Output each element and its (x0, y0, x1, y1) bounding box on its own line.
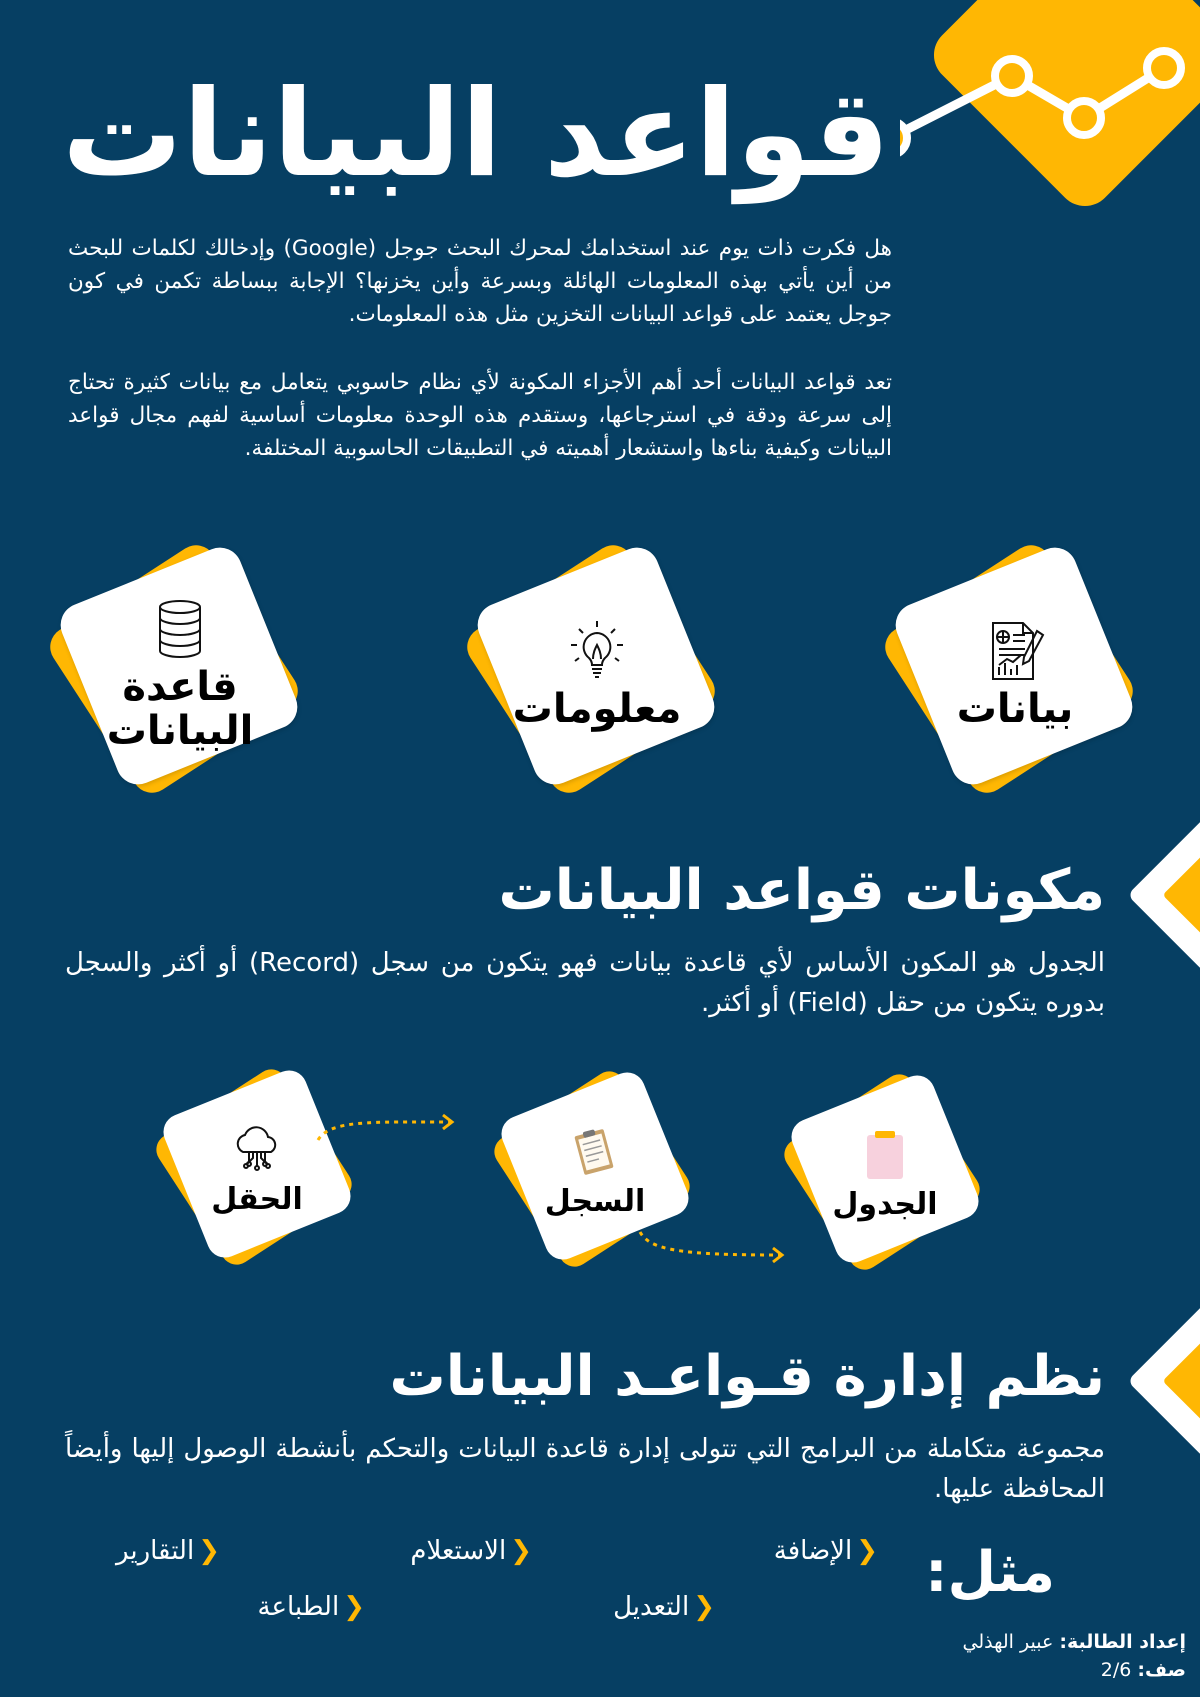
concept-label: قاعدة البيانات (106, 664, 254, 754)
arrow-head-icon (443, 1115, 452, 1129)
chevron-left-icon: ❮ (198, 1536, 220, 1566)
concept-card-database (55, 550, 305, 800)
concept-card-information (472, 550, 722, 800)
diamond-decoration-icon (1130, 1306, 1200, 1456)
chevron-left-icon: ❮ (343, 1592, 365, 1622)
chevron-left-icon: ❮ (510, 1536, 532, 1566)
examples-label: مثل: (925, 1540, 1055, 1605)
example-item: ❮ التقارير (116, 1536, 220, 1566)
lightbulb-icon (565, 619, 629, 683)
intro-paragraph: هل فكرت ذات يوم عند استخدامك لمحرك البحث جوجل (Google) وإدخالك لكلمات للبحث من أين يأتي بهذه المعلومات الهائلة وبسرعة وأين يخزنها؟ الإجابة ببساطة تكمن في كون جوجل يعتمد على قواعد البيانات التخزين مثل هذه المعلومات. (68, 236, 892, 327)
arrow-head-icon (773, 1248, 782, 1262)
example-item: ❮ الاستعلام (410, 1536, 532, 1566)
database-icon (148, 597, 212, 661)
concept-card-data (890, 550, 1140, 800)
class-info: صف: 2/6 (1100, 1659, 1186, 1681)
prepared-by: إعداد الطالبة: عبير الهذلي (962, 1631, 1186, 1653)
diamond-decoration-icon (1130, 820, 1200, 970)
dbms-text: مجموعة متكاملة من البرامج التي تتولى إدارة قاعدة البيانات والتحكم بأنشطة الوصول إليها وأيضاً المحافظة عليها. (65, 1434, 1105, 1504)
example-item: ❮ الإضافة (773, 1536, 878, 1566)
flow-arrows (0, 1100, 1200, 1300)
components-text: الجدول هو المكون الأساس لأي قاعدة بيانات فهو يتكون من سجل (Record) أو أكثر والسجل بدوره يتكون من حقل (Field) أو أكثر. (65, 948, 1105, 1018)
component-label: الحقل (211, 1182, 303, 1217)
chevron-left-icon: ❮ (856, 1536, 878, 1566)
components-title: مكونات قواعد البيانات (498, 858, 1105, 923)
component-label: السجل (544, 1184, 646, 1219)
example-item: ❮ الطباعة (257, 1592, 365, 1622)
example-item: ❮ التعديل (613, 1592, 715, 1622)
dotted-arrow-icon (640, 1232, 780, 1255)
line-chart-decoration-icon (900, 0, 1200, 280)
page-title: قواعد البيانات (62, 65, 890, 204)
concept-label: معلومات (512, 686, 682, 732)
concept-label: بيانات (956, 686, 1074, 732)
chevron-left-icon: ❮ (693, 1592, 715, 1622)
footer (963, 1628, 1186, 1684)
report-document-icon (983, 619, 1047, 683)
dotted-arrow-icon (318, 1122, 450, 1140)
intro-paragraph: تعد قواعد البيانات أحد أهم الأجزاء المكونة لأي نظام حاسوبي يتعامل مع بيانات كثيرة تحتاج إلى سرعة ودقة في استرجاعها، وستقدم هذه الوحدة معلومات أساسية لفهم مجال قواعد البيانات وكيفية بناءها واستشعار أهميته في التطبيقات الحاسوبية المختلفة. (68, 370, 892, 461)
component-label: الجدول (832, 1187, 938, 1222)
dbms-title: نظم إدارة قـواعـد البيانات (389, 1344, 1105, 1409)
